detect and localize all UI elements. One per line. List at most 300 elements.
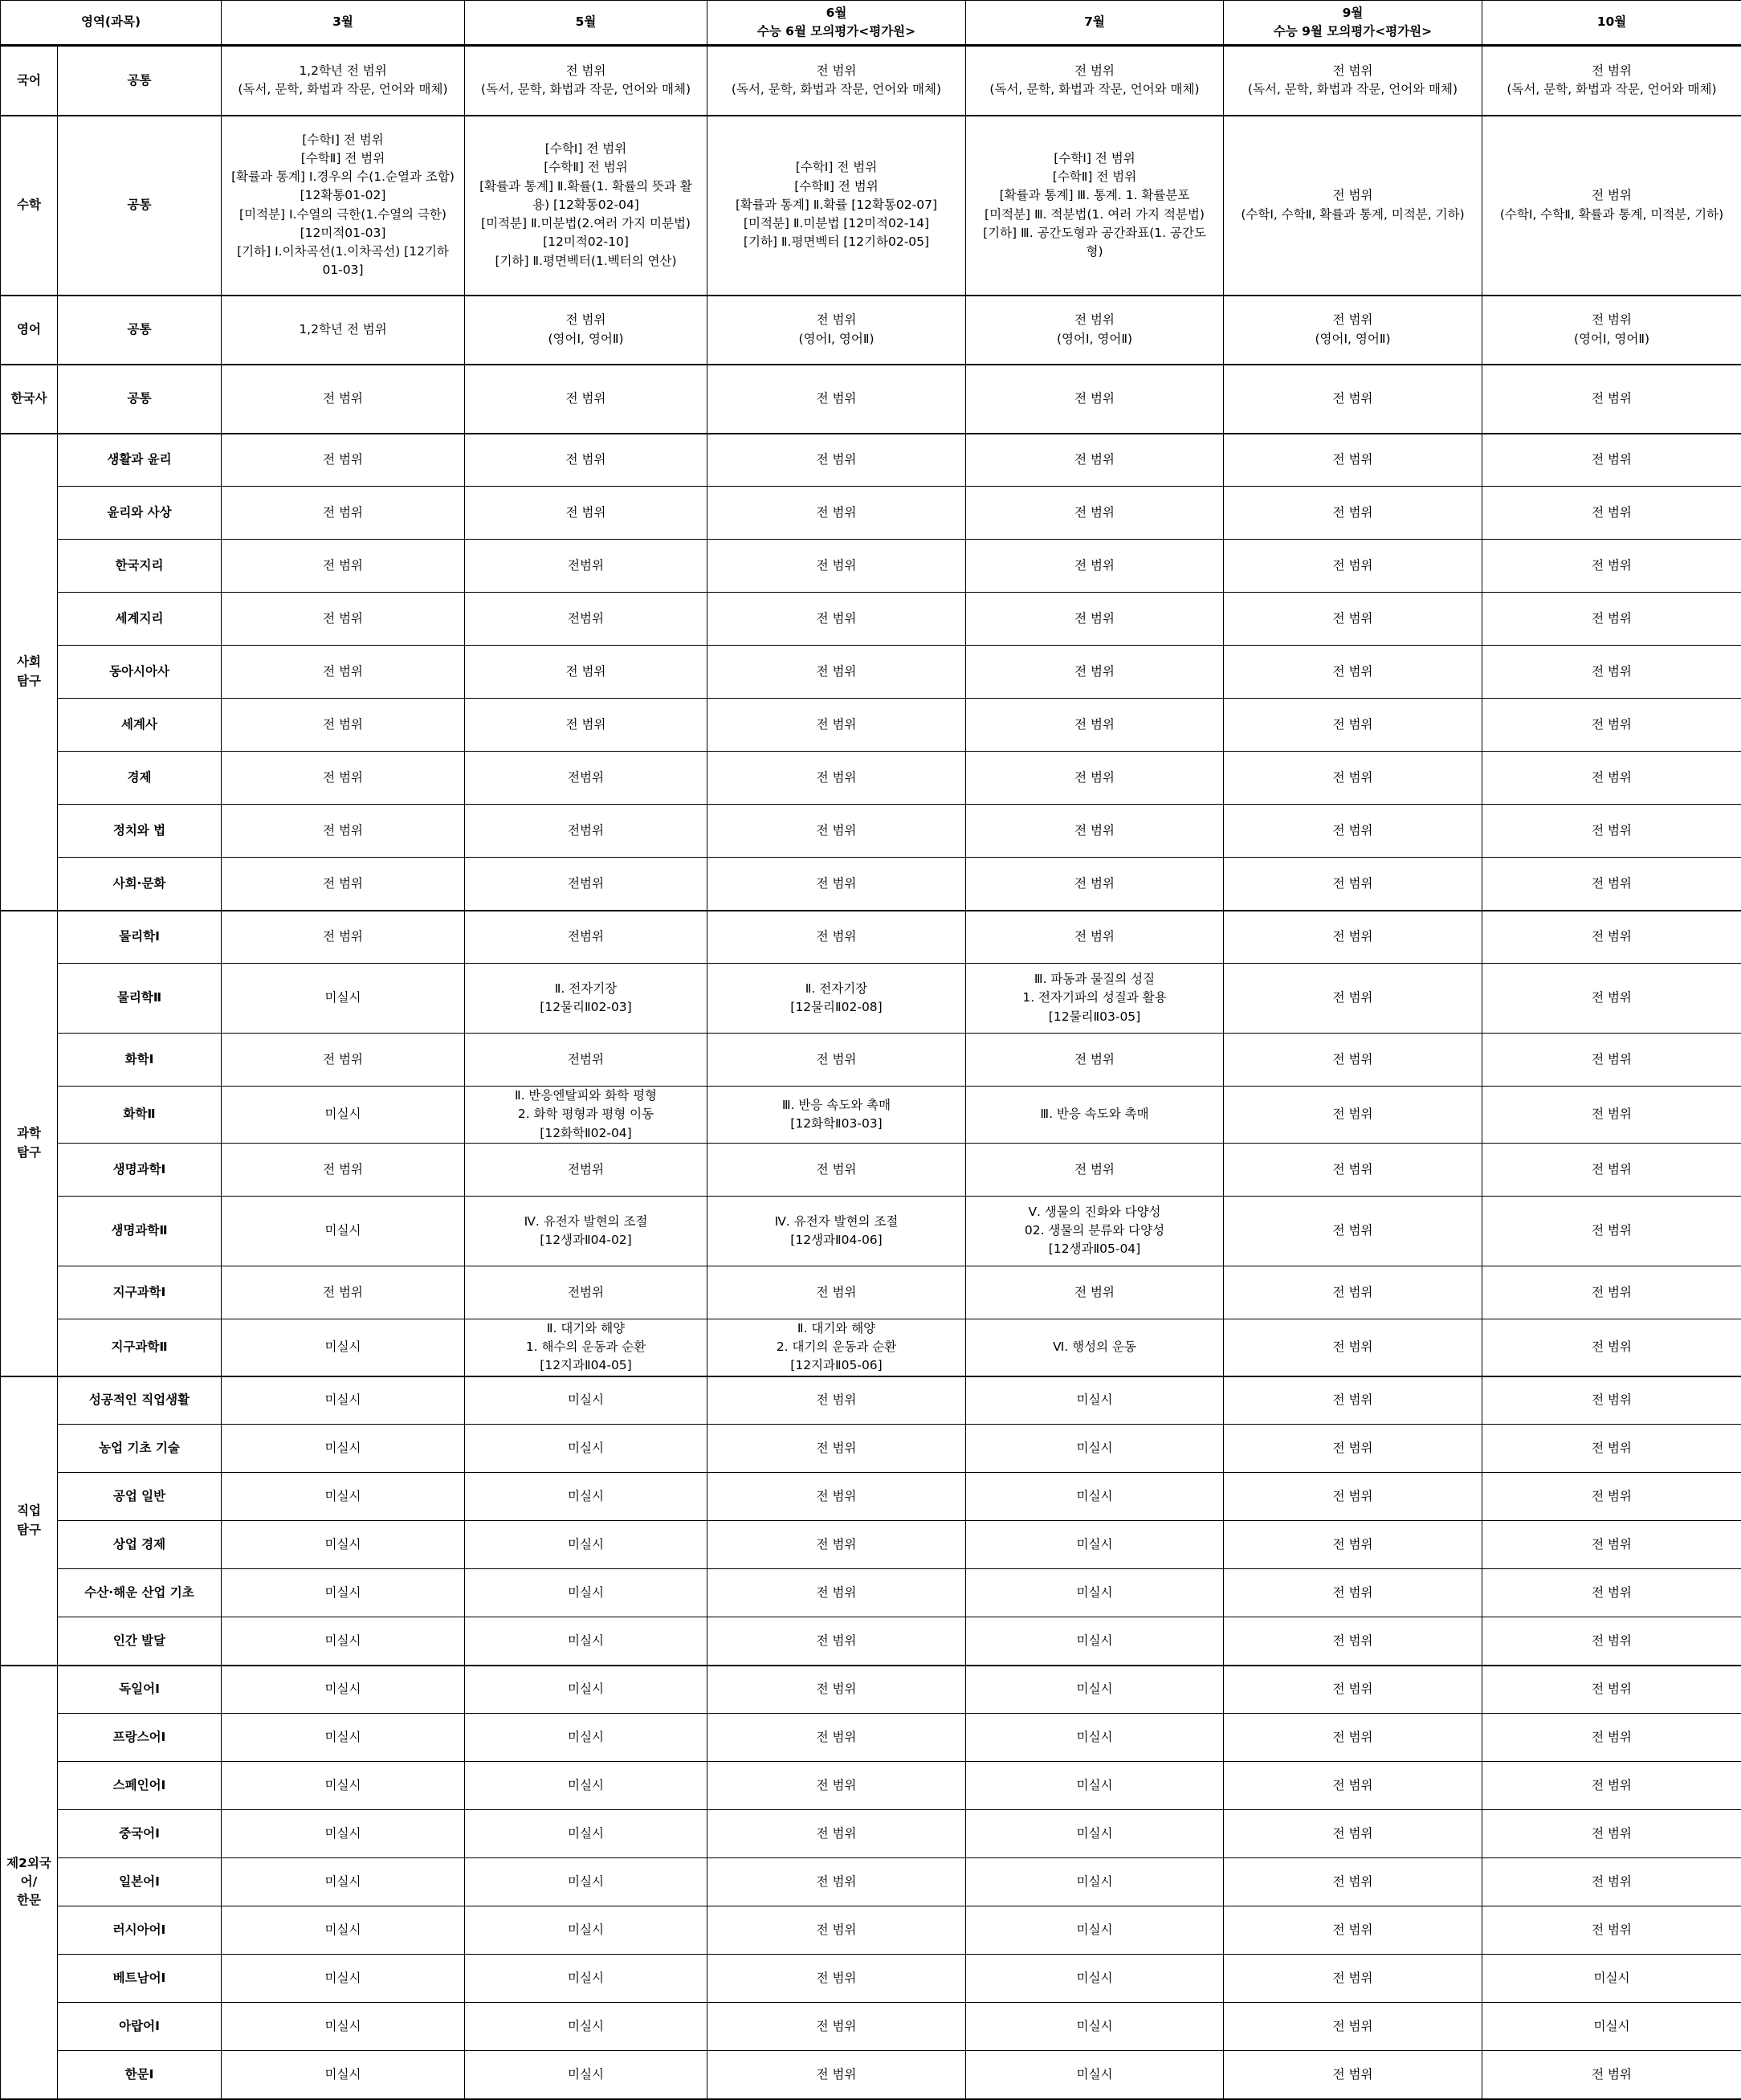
scope-cell: 전 범위 bbox=[1482, 1521, 1741, 1569]
scope-cell: 전 범위 (수학Ⅰ, 수학Ⅱ, 확률과 통계, 미적분, 기하) bbox=[1482, 116, 1741, 296]
scope-cell: 전 범위 bbox=[1224, 1666, 1482, 1714]
scope-cell: 전 범위 (영어Ⅰ, 영어Ⅱ) bbox=[1224, 296, 1482, 365]
subject-cell: 농업 기초 기술 bbox=[58, 1425, 222, 1473]
scope-cell: 전 범위 bbox=[222, 1034, 465, 1087]
scope-cell: 전 범위 bbox=[222, 487, 465, 540]
scope-cell: 전 범위 bbox=[1482, 1266, 1741, 1319]
scope-cell: 전 범위 bbox=[1224, 593, 1482, 646]
subject-cell: 일본어Ⅰ bbox=[58, 1858, 222, 1906]
scope-cell: 미실시 bbox=[966, 1617, 1224, 1666]
scope-cell: 전범위 bbox=[465, 858, 707, 911]
subject-cell: 공통 bbox=[58, 116, 222, 296]
scope-cell: Ⅱ. 반응엔탈피와 화학 평형 2. 화학 평형과 평형 이동 [12화학Ⅱ02-04] bbox=[465, 1087, 707, 1144]
subject-cell: 스페인어Ⅰ bbox=[58, 1762, 222, 1810]
table-row bbox=[1, 1319, 1741, 1376]
scope-cell: 전 범위 bbox=[1482, 434, 1741, 487]
area-cell: 한국사 bbox=[1, 365, 58, 434]
scope-cell: [수학Ⅰ] 전 범위 [수학Ⅱ] 전 범위 [확률과 통계] Ⅱ.확률(1. 확률의 뜻과 활 용) [12확통02-04] [미적분] Ⅱ.미분법(2.여러 가지 미분법) [12미적02-10] [기하] Ⅱ.평면벡터(1.벡터의 연산) bbox=[465, 116, 707, 296]
scope-cell: 전 범위 bbox=[1482, 1196, 1741, 1266]
table-row bbox=[1, 1906, 1741, 1955]
subject-cell: 물리학Ⅰ bbox=[58, 911, 222, 964]
scope-cell: Ⅲ. 파동과 물질의 성질 1. 전자기파의 성질과 활용 [12물리Ⅱ03-05] bbox=[966, 964, 1224, 1034]
scope-cell: 전범위 bbox=[465, 1143, 707, 1196]
subject-cell: 생명과학Ⅱ bbox=[58, 1196, 222, 1266]
scope-cell: 미실시 bbox=[465, 1906, 707, 1955]
header-month-jun: 6월 수능 6월 모의평가<평가원> bbox=[707, 1, 966, 46]
header-month-sep: 9월 수능 9월 모의평가<평가원> bbox=[1224, 1, 1482, 46]
table-row bbox=[1, 1034, 1741, 1087]
table-row bbox=[1, 699, 1741, 752]
subject-cell: 성공적인 직업생활 bbox=[58, 1376, 222, 1425]
scope-cell: 전 범위 bbox=[1482, 1617, 1741, 1666]
scope-cell: 전 범위 bbox=[1224, 1521, 1482, 1569]
scope-cell: 미실시 bbox=[222, 1425, 465, 1473]
scope-cell: 전 범위 bbox=[707, 1955, 966, 2003]
scope-cell: 미실시 bbox=[465, 1521, 707, 1569]
subject-cell: 화학Ⅰ bbox=[58, 1034, 222, 1087]
area-cell: 국어 bbox=[1, 46, 58, 116]
scope-cell: 미실시 bbox=[966, 2051, 1224, 2099]
scope-cell: 전 범위 bbox=[707, 1266, 966, 1319]
scope-cell: 전 범위 bbox=[707, 1376, 966, 1425]
scope-cell: Ⅱ. 대기와 해양 2. 대기의 운동과 순환 [12지과Ⅱ05-06] bbox=[707, 1319, 966, 1376]
scope-cell: 전 범위 bbox=[1482, 1087, 1741, 1144]
scope-cell: 전 범위 bbox=[707, 1666, 966, 1714]
scope-cell: 전 범위 bbox=[465, 646, 707, 699]
scope-cell: 전 범위 bbox=[1482, 1666, 1741, 1714]
scope-cell: 전 범위 bbox=[966, 1143, 1224, 1196]
scope-cell: 전 범위 bbox=[1224, 1425, 1482, 1473]
subject-cell: 물리학Ⅱ bbox=[58, 964, 222, 1034]
scope-cell: 미실시 bbox=[222, 1906, 465, 1955]
scope-cell: 전 범위 bbox=[707, 1143, 966, 1196]
scope-cell: 전 범위 bbox=[222, 646, 465, 699]
scope-cell: 미실시 bbox=[1482, 1955, 1741, 2003]
scope-cell: 전 범위 bbox=[222, 593, 465, 646]
scope-cell: 전범위 bbox=[465, 805, 707, 858]
scope-cell: 미실시 bbox=[465, 2051, 707, 2099]
scope-cell: 전 범위 bbox=[1224, 1762, 1482, 1810]
scope-cell: 미실시 bbox=[465, 1617, 707, 1666]
scope-cell: 미실시 bbox=[966, 2003, 1224, 2051]
scope-cell: 전 범위 bbox=[1482, 1810, 1741, 1858]
scope-cell: 전 범위 (독서, 문학, 화법과 작문, 언어와 매체) bbox=[966, 46, 1224, 116]
scope-cell: 전 범위 (영어Ⅰ, 영어Ⅱ) bbox=[1482, 296, 1741, 365]
scope-cell: 전 범위 bbox=[1224, 1906, 1482, 1955]
scope-cell: 전 범위 bbox=[1224, 646, 1482, 699]
table-row bbox=[1, 1858, 1741, 1906]
scope-cell: 전 범위 bbox=[1482, 699, 1741, 752]
scope-cell: 전 범위 bbox=[1482, 2051, 1741, 2099]
scope-cell: 전 범위 bbox=[1224, 1034, 1482, 1087]
scope-cell: 전 범위 bbox=[1224, 1319, 1482, 1376]
scope-cell: 전 범위 bbox=[1224, 699, 1482, 752]
scope-cell: 미실시 bbox=[465, 1666, 707, 1714]
scope-cell: 전 범위 bbox=[966, 699, 1224, 752]
scope-cell: 미실시 bbox=[465, 1810, 707, 1858]
subject-cell: 공통 bbox=[58, 46, 222, 116]
header-row bbox=[1, 1, 1741, 46]
scope-cell: 미실시 bbox=[966, 1376, 1224, 1425]
table-row bbox=[1, 805, 1741, 858]
scope-cell: 전 범위 bbox=[1224, 2003, 1482, 2051]
scope-cell: 전 범위 bbox=[707, 1569, 966, 1617]
scope-cell: 전 범위 bbox=[1482, 1906, 1741, 1955]
scope-cell: 전범위 bbox=[465, 1266, 707, 1319]
header-month-mar: 3월 bbox=[222, 1, 465, 46]
scope-cell: 미실시 bbox=[222, 2003, 465, 2051]
scope-cell: 미실시 bbox=[222, 1955, 465, 2003]
scope-cell: 전 범위 bbox=[1482, 1569, 1741, 1617]
scope-cell: 전 범위 bbox=[966, 487, 1224, 540]
scope-cell: 전 범위 bbox=[1224, 1473, 1482, 1521]
table-row bbox=[1, 1521, 1741, 1569]
scope-cell: 전 범위 bbox=[222, 805, 465, 858]
scope-cell: 전 범위 bbox=[707, 911, 966, 964]
scope-cell: 전 범위 bbox=[1482, 540, 1741, 593]
scope-cell: 전 범위 bbox=[1224, 752, 1482, 805]
scope-cell: 전 범위 bbox=[966, 1266, 1224, 1319]
scope-cell: 전 범위 bbox=[966, 434, 1224, 487]
subject-cell: 수산·해운 산업 기초 bbox=[58, 1569, 222, 1617]
scope-cell: 전 범위 bbox=[1482, 593, 1741, 646]
header-month-oct: 10월 bbox=[1482, 1, 1741, 46]
scope-cell: 미실시 bbox=[966, 1955, 1224, 2003]
subject-cell: 중국어Ⅰ bbox=[58, 1810, 222, 1858]
subject-cell: 베트남어Ⅰ bbox=[58, 1955, 222, 2003]
subject-cell: 동아시아사 bbox=[58, 646, 222, 699]
scope-cell: 전 범위 bbox=[966, 911, 1224, 964]
scope-cell: 전 범위 bbox=[465, 365, 707, 434]
scope-cell: 미실시 bbox=[966, 1714, 1224, 1762]
scope-cell: 미실시 bbox=[465, 1569, 707, 1617]
scope-cell: 전 범위 bbox=[707, 858, 966, 911]
area-cell: 제2외국 어/ 한문 bbox=[1, 1666, 58, 2099]
scope-cell: 미실시 bbox=[966, 1425, 1224, 1473]
scope-cell: 전 범위 bbox=[222, 911, 465, 964]
table-row bbox=[1, 487, 1741, 540]
scope-cell: 전 범위 bbox=[1482, 752, 1741, 805]
scope-cell: 전 범위 bbox=[222, 699, 465, 752]
subject-cell: 세계지리 bbox=[58, 593, 222, 646]
scope-cell: [수학Ⅰ] 전 범위 [수학Ⅱ] 전 범위 [확률과 통계] Ⅰ.경우의 수(1.순열과 조합) [12확통01-02] [미적분] Ⅰ.수열의 극한(1.수열의 극한) [12미적01-03] [기하] Ⅰ.이차곡선(1.이차곡선) [12기하 01-03] bbox=[222, 116, 465, 296]
scope-cell: 미실시 bbox=[465, 2003, 707, 2051]
scope-cell: 전 범위 bbox=[707, 646, 966, 699]
table-row bbox=[1, 1376, 1741, 1425]
scope-cell: 전 범위 bbox=[1482, 365, 1741, 434]
table-row bbox=[1, 296, 1741, 365]
table-row bbox=[1, 1714, 1741, 1762]
table-row bbox=[1, 646, 1741, 699]
scope-cell: 미실시 bbox=[465, 1858, 707, 1906]
scope-cell: 전 범위 bbox=[1482, 487, 1741, 540]
subject-cell: 공통 bbox=[58, 296, 222, 365]
table-row bbox=[1, 365, 1741, 434]
scope-cell: 미실시 bbox=[222, 1196, 465, 1266]
subject-cell: 러시아어Ⅰ bbox=[58, 1906, 222, 1955]
scope-cell: 전 범위 bbox=[1224, 1810, 1482, 1858]
scope-cell: 전 범위 bbox=[707, 2051, 966, 2099]
scope-cell: 전 범위 bbox=[1482, 1714, 1741, 1762]
scope-cell: 전 범위 bbox=[707, 752, 966, 805]
subject-cell: 윤리와 사상 bbox=[58, 487, 222, 540]
scope-cell: 미실시 bbox=[222, 1569, 465, 1617]
scope-cell: Ⅴ. 생물의 진화와 다양성 02. 생물의 분류와 다양성 [12생과Ⅱ05-04] bbox=[966, 1196, 1224, 1266]
table-row bbox=[1, 964, 1741, 1034]
scope-cell: 미실시 bbox=[222, 2051, 465, 2099]
scope-cell: 전 범위 bbox=[1224, 434, 1482, 487]
scope-cell: 전 범위 bbox=[222, 434, 465, 487]
scope-cell: 전 범위 bbox=[707, 1714, 966, 1762]
scope-cell: 전 범위 bbox=[707, 2003, 966, 2051]
scope-cell: 미실시 bbox=[966, 1762, 1224, 1810]
scope-cell: 전 범위 bbox=[1224, 1087, 1482, 1144]
scope-cell: 전 범위 bbox=[1224, 1266, 1482, 1319]
table-row bbox=[1, 911, 1741, 964]
table-row bbox=[1, 2051, 1741, 2099]
scope-cell: 전 범위 bbox=[1224, 964, 1482, 1034]
scope-cell: 미실시 bbox=[465, 1376, 707, 1425]
scope-cell: 전 범위 bbox=[1224, 858, 1482, 911]
scope-cell: 전 범위 bbox=[707, 1762, 966, 1810]
scope-cell: 전 범위 bbox=[1224, 1143, 1482, 1196]
scope-cell: 전 범위 bbox=[1482, 1143, 1741, 1196]
scope-cell: 전 범위 bbox=[1224, 805, 1482, 858]
scope-cell: 미실시 bbox=[1482, 2003, 1741, 2051]
scope-cell: 전 범위 bbox=[465, 699, 707, 752]
scope-cell: 전 범위 bbox=[222, 365, 465, 434]
scope-cell: 전 범위 (독서, 문학, 화법과 작문, 언어와 매체) bbox=[1224, 46, 1482, 116]
scope-cell: 미실시 bbox=[222, 1714, 465, 1762]
header-area: 영역(과목) bbox=[1, 1, 222, 46]
scope-cell: 미실시 bbox=[465, 1425, 707, 1473]
scope-cell: 전 범위 bbox=[1224, 1714, 1482, 1762]
subject-cell: 프랑스어Ⅰ bbox=[58, 1714, 222, 1762]
scope-cell: 미실시 bbox=[222, 1810, 465, 1858]
scope-cell: 전 범위 bbox=[966, 858, 1224, 911]
scope-cell: 1,2학년 전 범위 bbox=[222, 296, 465, 365]
table-row bbox=[1, 1569, 1741, 1617]
table-row bbox=[1, 1762, 1741, 1810]
table-row bbox=[1, 2003, 1741, 2051]
scope-cell: 전 범위 bbox=[222, 1266, 465, 1319]
table-row bbox=[1, 116, 1741, 296]
scope-cell: Ⅱ. 대기와 해양 1. 해수의 운동과 순환 [12지과Ⅱ04-05] bbox=[465, 1319, 707, 1376]
scope-cell: 1,2학년 전 범위 (독서, 문학, 화법과 작문, 언어와 매체) bbox=[222, 46, 465, 116]
scope-cell: 전 범위 bbox=[1224, 1617, 1482, 1666]
scope-cell: 전 범위 (수학Ⅰ, 수학Ⅱ, 확률과 통계, 미적분, 기하) bbox=[1224, 116, 1482, 296]
scope-cell: 전 범위 bbox=[1482, 911, 1741, 964]
scope-cell: 전 범위 (영어Ⅰ, 영어Ⅱ) bbox=[966, 296, 1224, 365]
subject-cell: 공통 bbox=[58, 365, 222, 434]
scope-cell: 전 범위 bbox=[1482, 1034, 1741, 1087]
scope-cell: 전 범위 bbox=[707, 1906, 966, 1955]
table-row bbox=[1, 540, 1741, 593]
scope-cell: 미실시 bbox=[222, 1617, 465, 1666]
scope-cell: 전 범위 bbox=[1224, 911, 1482, 964]
scope-cell: 전 범위 bbox=[465, 434, 707, 487]
subject-cell: 지구과학Ⅱ bbox=[58, 1319, 222, 1376]
scope-cell: 미실시 bbox=[966, 1521, 1224, 1569]
subject-cell: 정치와 법 bbox=[58, 805, 222, 858]
scope-cell: 미실시 bbox=[966, 1858, 1224, 1906]
scope-cell: 미실시 bbox=[222, 1473, 465, 1521]
subject-cell: 세계사 bbox=[58, 699, 222, 752]
table-row bbox=[1, 1666, 1741, 1714]
scope-cell: 전 범위 bbox=[707, 805, 966, 858]
scope-cell: 미실시 bbox=[222, 1762, 465, 1810]
scope-cell: 전 범위 bbox=[707, 593, 966, 646]
table-row bbox=[1, 593, 1741, 646]
scope-cell: 미실시 bbox=[222, 1858, 465, 1906]
scope-cell: Ⅲ. 반응 속도와 촉매 bbox=[966, 1087, 1224, 1144]
scope-cell: 전 범위 bbox=[1224, 1196, 1482, 1266]
scope-cell: 전 범위 bbox=[966, 540, 1224, 593]
scope-cell: Ⅱ. 전자기장 [12물리Ⅱ02-08] bbox=[707, 964, 966, 1034]
scope-cell: 전 범위 (영어Ⅰ, 영어Ⅱ) bbox=[707, 296, 966, 365]
table-row bbox=[1, 434, 1741, 487]
table-row bbox=[1, 858, 1741, 911]
scope-cell: 전 범위 bbox=[707, 699, 966, 752]
scope-cell: 전 범위 bbox=[222, 752, 465, 805]
scope-cell: 전 범위 bbox=[1224, 487, 1482, 540]
scope-cell: 전 범위 bbox=[966, 365, 1224, 434]
subject-cell: 인간 발달 bbox=[58, 1617, 222, 1666]
scope-cell: 전 범위 bbox=[1224, 365, 1482, 434]
scope-cell: Ⅳ. 유전자 발현의 조절 [12생과Ⅱ04-06] bbox=[707, 1196, 966, 1266]
scope-cell: 전 범위 bbox=[1224, 1569, 1482, 1617]
scope-cell: 전 범위 bbox=[966, 1034, 1224, 1087]
scope-cell: 전 범위 bbox=[1482, 646, 1741, 699]
scope-cell: 전 범위 bbox=[1482, 1319, 1741, 1376]
scope-cell: 전 범위 bbox=[222, 540, 465, 593]
subject-cell: 한문Ⅰ bbox=[58, 2051, 222, 2099]
area-cell: 직업 탐구 bbox=[1, 1376, 58, 1666]
subject-cell: 독일어Ⅰ bbox=[58, 1666, 222, 1714]
table-row bbox=[1, 1425, 1741, 1473]
scope-cell: 미실시 bbox=[222, 1376, 465, 1425]
scope-cell: 미실시 bbox=[222, 1521, 465, 1569]
scope-cell: 전 범위 bbox=[1482, 1376, 1741, 1425]
scope-cell: 전 범위 bbox=[966, 646, 1224, 699]
scope-cell: 전 범위 bbox=[707, 1425, 966, 1473]
scope-cell: 전 범위 (독서, 문학, 화법과 작문, 언어와 매체) bbox=[465, 46, 707, 116]
scope-cell: 미실시 bbox=[966, 1569, 1224, 1617]
area-cell: 영어 bbox=[1, 296, 58, 365]
table-row bbox=[1, 1087, 1741, 1144]
scope-cell: 전 범위 bbox=[707, 1521, 966, 1569]
scope-cell: 미실시 bbox=[966, 1473, 1224, 1521]
subject-cell: 공업 일반 bbox=[58, 1473, 222, 1521]
subject-cell: 생명과학Ⅰ bbox=[58, 1143, 222, 1196]
scope-cell: 전 범위 bbox=[707, 1034, 966, 1087]
table-row bbox=[1, 1196, 1741, 1266]
subject-cell: 지구과학Ⅰ bbox=[58, 1266, 222, 1319]
scope-cell: 전 범위 bbox=[1482, 964, 1741, 1034]
scope-cell: 전 범위 (영어Ⅰ, 영어Ⅱ) bbox=[465, 296, 707, 365]
scope-cell: 미실시 bbox=[465, 1955, 707, 2003]
scope-cell: Ⅵ. 행성의 운동 bbox=[966, 1319, 1224, 1376]
scope-cell: 전 범위 bbox=[707, 1810, 966, 1858]
scope-cell: 전 범위 bbox=[1482, 1762, 1741, 1810]
scope-cell: 전 범위 bbox=[707, 540, 966, 593]
scope-cell: 전 범위 (독서, 문학, 화법과 작문, 언어와 매체) bbox=[707, 46, 966, 116]
scope-cell: 전 범위 bbox=[707, 434, 966, 487]
scope-cell: 전 범위 bbox=[1482, 858, 1741, 911]
scope-cell: 전 범위 bbox=[1224, 1955, 1482, 2003]
table-row bbox=[1, 1955, 1741, 2003]
subject-cell: 화학Ⅱ bbox=[58, 1087, 222, 1144]
scope-cell: 전 범위 bbox=[465, 487, 707, 540]
scope-cell: Ⅲ. 반응 속도와 촉매 [12화학Ⅱ03-03] bbox=[707, 1087, 966, 1144]
subject-cell: 경제 bbox=[58, 752, 222, 805]
area-cell: 수학 bbox=[1, 116, 58, 296]
scope-cell: 전 범위 (독서, 문학, 화법과 작문, 언어와 매체) bbox=[1482, 46, 1741, 116]
scope-cell: 미실시 bbox=[465, 1714, 707, 1762]
scope-cell: 전 범위 bbox=[1224, 1858, 1482, 1906]
scope-cell: 미실시 bbox=[222, 1666, 465, 1714]
scope-cell: 미실시 bbox=[222, 964, 465, 1034]
area-cell: 과학 탐구 bbox=[1, 911, 58, 1376]
scope-cell: 전 범위 bbox=[1482, 1473, 1741, 1521]
scope-cell: 전 범위 bbox=[966, 752, 1224, 805]
scope-cell: 전 범위 bbox=[1482, 1425, 1741, 1473]
scope-cell: 전범위 bbox=[465, 593, 707, 646]
scope-cell: 전 범위 bbox=[707, 1858, 966, 1906]
subject-cell: 상업 경제 bbox=[58, 1521, 222, 1569]
header-month-may: 5월 bbox=[465, 1, 707, 46]
scope-cell: 전 범위 bbox=[966, 805, 1224, 858]
scope-cell: 미실시 bbox=[222, 1319, 465, 1376]
table-body bbox=[1, 46, 1741, 2099]
scope-cell: 미실시 bbox=[966, 1810, 1224, 1858]
area-cell: 사회 탐구 bbox=[1, 434, 58, 911]
scope-cell: 전 범위 bbox=[222, 858, 465, 911]
header-month-jul: 7월 bbox=[966, 1, 1224, 46]
table-row bbox=[1, 1266, 1741, 1319]
scope-cell: [수학Ⅰ] 전 범위 [수학Ⅱ] 전 범위 [확률과 통계] Ⅱ.확률 [12확통02-07] [미적분] Ⅱ.미분법 [12미적02-14] [기하] Ⅱ.평면벡터 [12기하02-05] bbox=[707, 116, 966, 296]
table-row bbox=[1, 1473, 1741, 1521]
scope-cell: 전 범위 bbox=[1224, 2051, 1482, 2099]
table-row bbox=[1, 1143, 1741, 1196]
subject-cell: 한국지리 bbox=[58, 540, 222, 593]
scope-cell: 전 범위 bbox=[707, 365, 966, 434]
scope-cell: 전범위 bbox=[465, 1034, 707, 1087]
scope-cell: 미실시 bbox=[465, 1473, 707, 1521]
scope-cell: [수학Ⅰ] 전 범위 [수학Ⅱ] 전 범위 [확률과 통계] Ⅲ. 통계. 1. 확률분포 [미적분] Ⅲ. 적분법(1. 여러 가지 적분법) [기하] Ⅲ. 공간도형과 공간좌표(1. 공간도 형) bbox=[966, 116, 1224, 296]
scope-cell: 전 범위 bbox=[1482, 1858, 1741, 1906]
scope-cell: 미실시 bbox=[966, 1666, 1224, 1714]
scope-cell: 전 범위 bbox=[1482, 805, 1741, 858]
scope-cell: 전 범위 bbox=[1224, 540, 1482, 593]
subject-cell: 생활과 윤리 bbox=[58, 434, 222, 487]
scope-cell: 전 범위 bbox=[707, 487, 966, 540]
scope-cell: 전범위 bbox=[465, 752, 707, 805]
scope-cell: 미실시 bbox=[966, 1906, 1224, 1955]
scope-cell: 전범위 bbox=[465, 911, 707, 964]
scope-cell: 전 범위 bbox=[222, 1143, 465, 1196]
table-row bbox=[1, 46, 1741, 116]
subject-cell: 사회·문화 bbox=[58, 858, 222, 911]
subject-cell: 아랍어Ⅰ bbox=[58, 2003, 222, 2051]
table-row bbox=[1, 1617, 1741, 1666]
scope-cell: 전 범위 bbox=[966, 593, 1224, 646]
table-row bbox=[1, 752, 1741, 805]
scope-cell: 전범위 bbox=[465, 540, 707, 593]
scope-cell: 미실시 bbox=[465, 1762, 707, 1810]
table-row bbox=[1, 1810, 1741, 1858]
scope-cell: Ⅱ. 전자기장 [12물리Ⅱ02-03] bbox=[465, 964, 707, 1034]
